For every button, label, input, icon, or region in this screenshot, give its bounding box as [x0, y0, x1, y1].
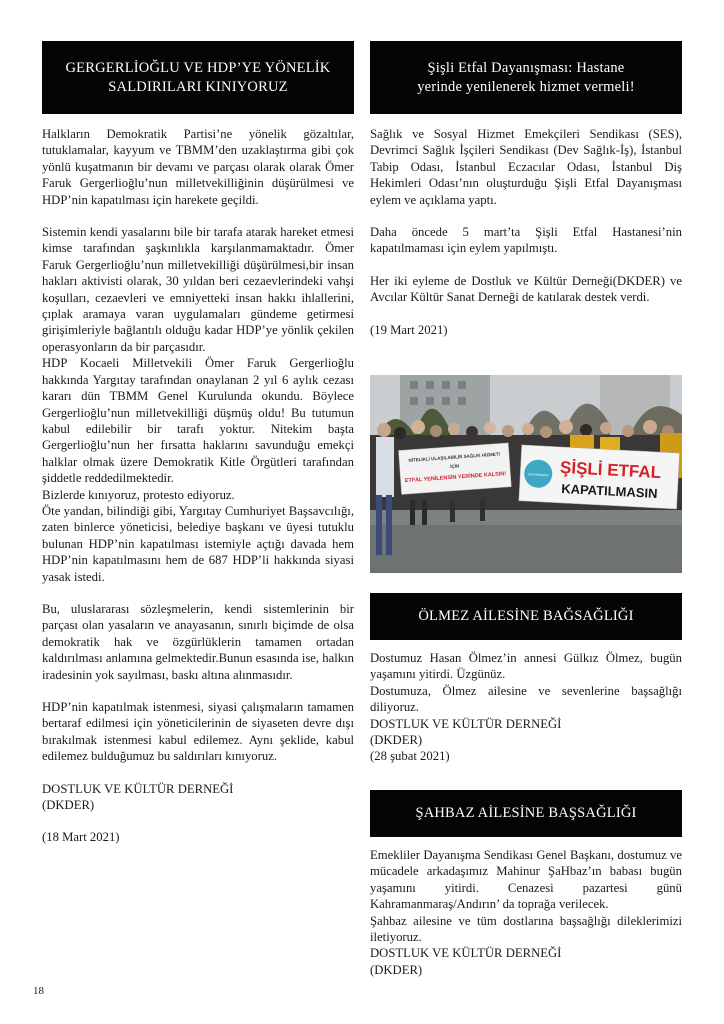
page-number: 18	[33, 985, 44, 997]
left-paragraph-5: Öte yandan, bilindiği gibi, Yargıtay Cumhuriyet Başsavcılığı, zaten binlerce yöneticisi, belediye başkanı ve üyesi tutuklu bulunan HDP’nin kapatılması istemiyle açtığı davada hem HDP’nin kapatılmasını hem de 687 HDP’li hakkında siyasi yasak istedi.	[42, 503, 354, 584]
left-article-title	[42, 41, 354, 114]
left-paragraph-3: HDP Kocaeli Milletvekili Ömer Faruk Gergerlioğlu hakkında Yargıtay tarafından onaylanan 2 yıl 6 aylık cezası kararı dün TBMM Genel Kurulunda okundu. Böylece Gergerlioğlu’nun milletvekilliği düşmüş oldu! Bu tutumun kabul edilebilir bir tarafı yoktur. Nitekim başta Gergerlioğlu’nun her fırsatta haklarını savunduğu emekçi halklar olmak üzere Demokratik Kitle Örgütleri tarafından şiddetle reddedilmektedir.	[42, 356, 354, 486]
sisli-etfal-body	[370, 126, 682, 338]
sisli-title-line-2: yerinde yenilenerek hizmet vermeli!	[417, 78, 635, 95]
sisli-title-line-1: Şişli Etfal Dayanışması: Hastane	[427, 59, 625, 76]
left-article-body	[42, 126, 354, 846]
left-banner-bottom: ETFAL YENİLENSİN YERİNDE KALSIN!	[404, 471, 507, 485]
olmez-line-3: DOSTLUK VE KÜLTÜR DERNEĞİ	[370, 716, 562, 731]
sisli-paragraph-2: Daha öncede 5 mart’ta Şişli Etfal Hastanesi’nin kapatılmaması için eylem yapılmıştı.	[370, 225, 682, 256]
protest-photo	[370, 375, 682, 573]
sahbaz-line-2: Şahbaz ailesine ve tüm dostlarına başsağlığı dileklerimizi iletiyoruz.	[370, 913, 682, 945]
main-banner-line-2: KAPATILMASIN	[560, 480, 658, 502]
olmez-condolence	[370, 593, 682, 765]
olmez-line-4: (DKDER)	[370, 733, 423, 748]
sahbaz-line-3: DOSTLUK VE KÜLTÜR DERNEĞİ	[370, 946, 562, 961]
olmez-line-2: Dostumuza, Ölmez ailesine ve sevenlerine başsağlığı diliyoruz.	[370, 683, 682, 715]
main-banner-badge: DAYANIŞMASI	[528, 472, 549, 478]
sisli-etfal-title	[370, 41, 682, 114]
left-paragraph-4: Bizlerde kınıyoruz, protesto ediyoruz.	[42, 487, 235, 502]
sahbaz-body	[370, 847, 682, 978]
sisli-paragraph-1: Sağlık ve Sosyal Hizmet Emekçileri Sendikası (SES), Devrimci Sağlık İşçileri Sendikası (Dev Sağlık-İş), İstanbul Tabip Odası, İstanbul Eczacılar Odası, İstanbul Diş Hekimleri Odası’nın oluşturduğu Şişli Etfal Dayanışması eylem ve açıklama yaptı.	[370, 127, 682, 207]
left-paragraph-1: Halkların Demokratik Partisi’ne yönelik gözaltılar, tutuklamalar, kayyum ve TBMM’den uzaklaştırma gibi çok yönlü kuşatmanın bir devamı ve parçası olarak olarak Ömer Faruk Gergerlioğlu’nun milletvekilliğinin düşürülmesi ve HDP’nin kapatılması için harekete geçildi.	[42, 127, 354, 207]
sisli-paragraph-3: Her iki eyleme de Dostluk ve Kültür Derneği(DKDER) ve Avcılar Kültür Sanat Derneği de katılarak destek verdi.	[370, 273, 682, 305]
left-signature-name: DOSTLUK VE KÜLTÜR DERNEĞİ	[42, 781, 234, 796]
main-banner-line-1: ŞİŞLİ ETFAL	[559, 457, 662, 483]
sisli-date: (19 Mart 2021)	[370, 322, 448, 337]
left-paragraph-2: Sistemin kendi yasalarını bile bir tarafa atarak hareket etmesi kimse tarafından şaşkınlıkla karşılanmamaktadır. Ömer Faruk Gergerlioğlu’nun milletvekilliği düşürülmesi,bir insan hakları aktivisti olarak, 30 yıldan beri cezaevlerindeki vahşi koşulları, cezaevleri ve emniyetteki insan hakkı ihlallerini, çıplak aramaya varan uygulamaları gündeme getirmesi girişimleriyle bağlantılı olduğu kadar HDP’ye yönlik çekilen operasyonların da bir parçasıdır.	[42, 225, 354, 354]
sahbaz-condolence	[370, 790, 682, 978]
olmez-line-1: Dostumuz Hasan Ölmez’in annesi Gülkız Ölmez, bugün yaşamını yitirdi. Üzgünüz.	[370, 651, 682, 682]
protest-photo-graphic	[370, 375, 682, 573]
left-article	[42, 41, 354, 846]
sisli-etfal-article	[370, 41, 682, 338]
olmez-title	[370, 593, 682, 640]
olmez-line-5: (28 şubat 2021)	[370, 749, 450, 764]
sahbaz-title-text: ŞAHBAZ AİLESİNE BAŞSAĞLIĞI	[415, 805, 637, 821]
left-paragraph-7: HDP’nin kapatılmak istenmesi, siyasi çalışmaların tamamen bertaraf edilmesi için yöneticilerinin de siyaseten devre dışı bırakılmak istenmesi kabul edilemez. Aynı şeklide, kabul edilemez bulduğumuz bu saldırıları kınıyoruz.	[42, 700, 354, 764]
left-banner-top: NİTELİKLİ ULAŞILABİLİR SAĞLIK HİZMETİ	[408, 451, 500, 463]
sahbaz-line-1: Emekliler Dayanışma Sendikası Genel Başkanı, dostumuz ve mücadele arkadaşımız Mahinur ŞaHbaz’ın babası bugün yaşamını yitirdi. Cenazesi pazartesi günü Kahramanmaraş/Andırın’ da toprağa verilecek.	[370, 848, 682, 912]
left-banner-mid: İÇİN	[450, 463, 460, 469]
left-signature-abbr: (DKDER)	[42, 798, 95, 813]
sahbaz-title	[370, 790, 682, 837]
sahbaz-line-4: (DKDER)	[370, 962, 423, 977]
olmez-body	[370, 650, 682, 765]
left-paragraph-6: Bu, uluslararası sözleşmelerin, kendi sistemlerinin bir parçası olan yasaların ve anayasanın, sınırlı biçimde de olsa demokratik hak ve özgürlüklerin tamamen ortadan kaldırılması anlamına gelmektedir.Bunun esasında ise, halkın iradesinin yok sayılması, baskı altına alınmasıdır.	[42, 601, 354, 682]
left-date: (18 Mart 2021)	[42, 830, 120, 845]
left-title-line-2: SALDIRILARI KINIYORUZ	[108, 78, 288, 95]
olmez-title-text: ÖLMEZ AİLESİNE BAĞSAĞLIĞI	[418, 608, 634, 624]
left-title-line-1: GERGERLİOĞLU VE HDP’YE YÖNELİK	[65, 59, 331, 76]
